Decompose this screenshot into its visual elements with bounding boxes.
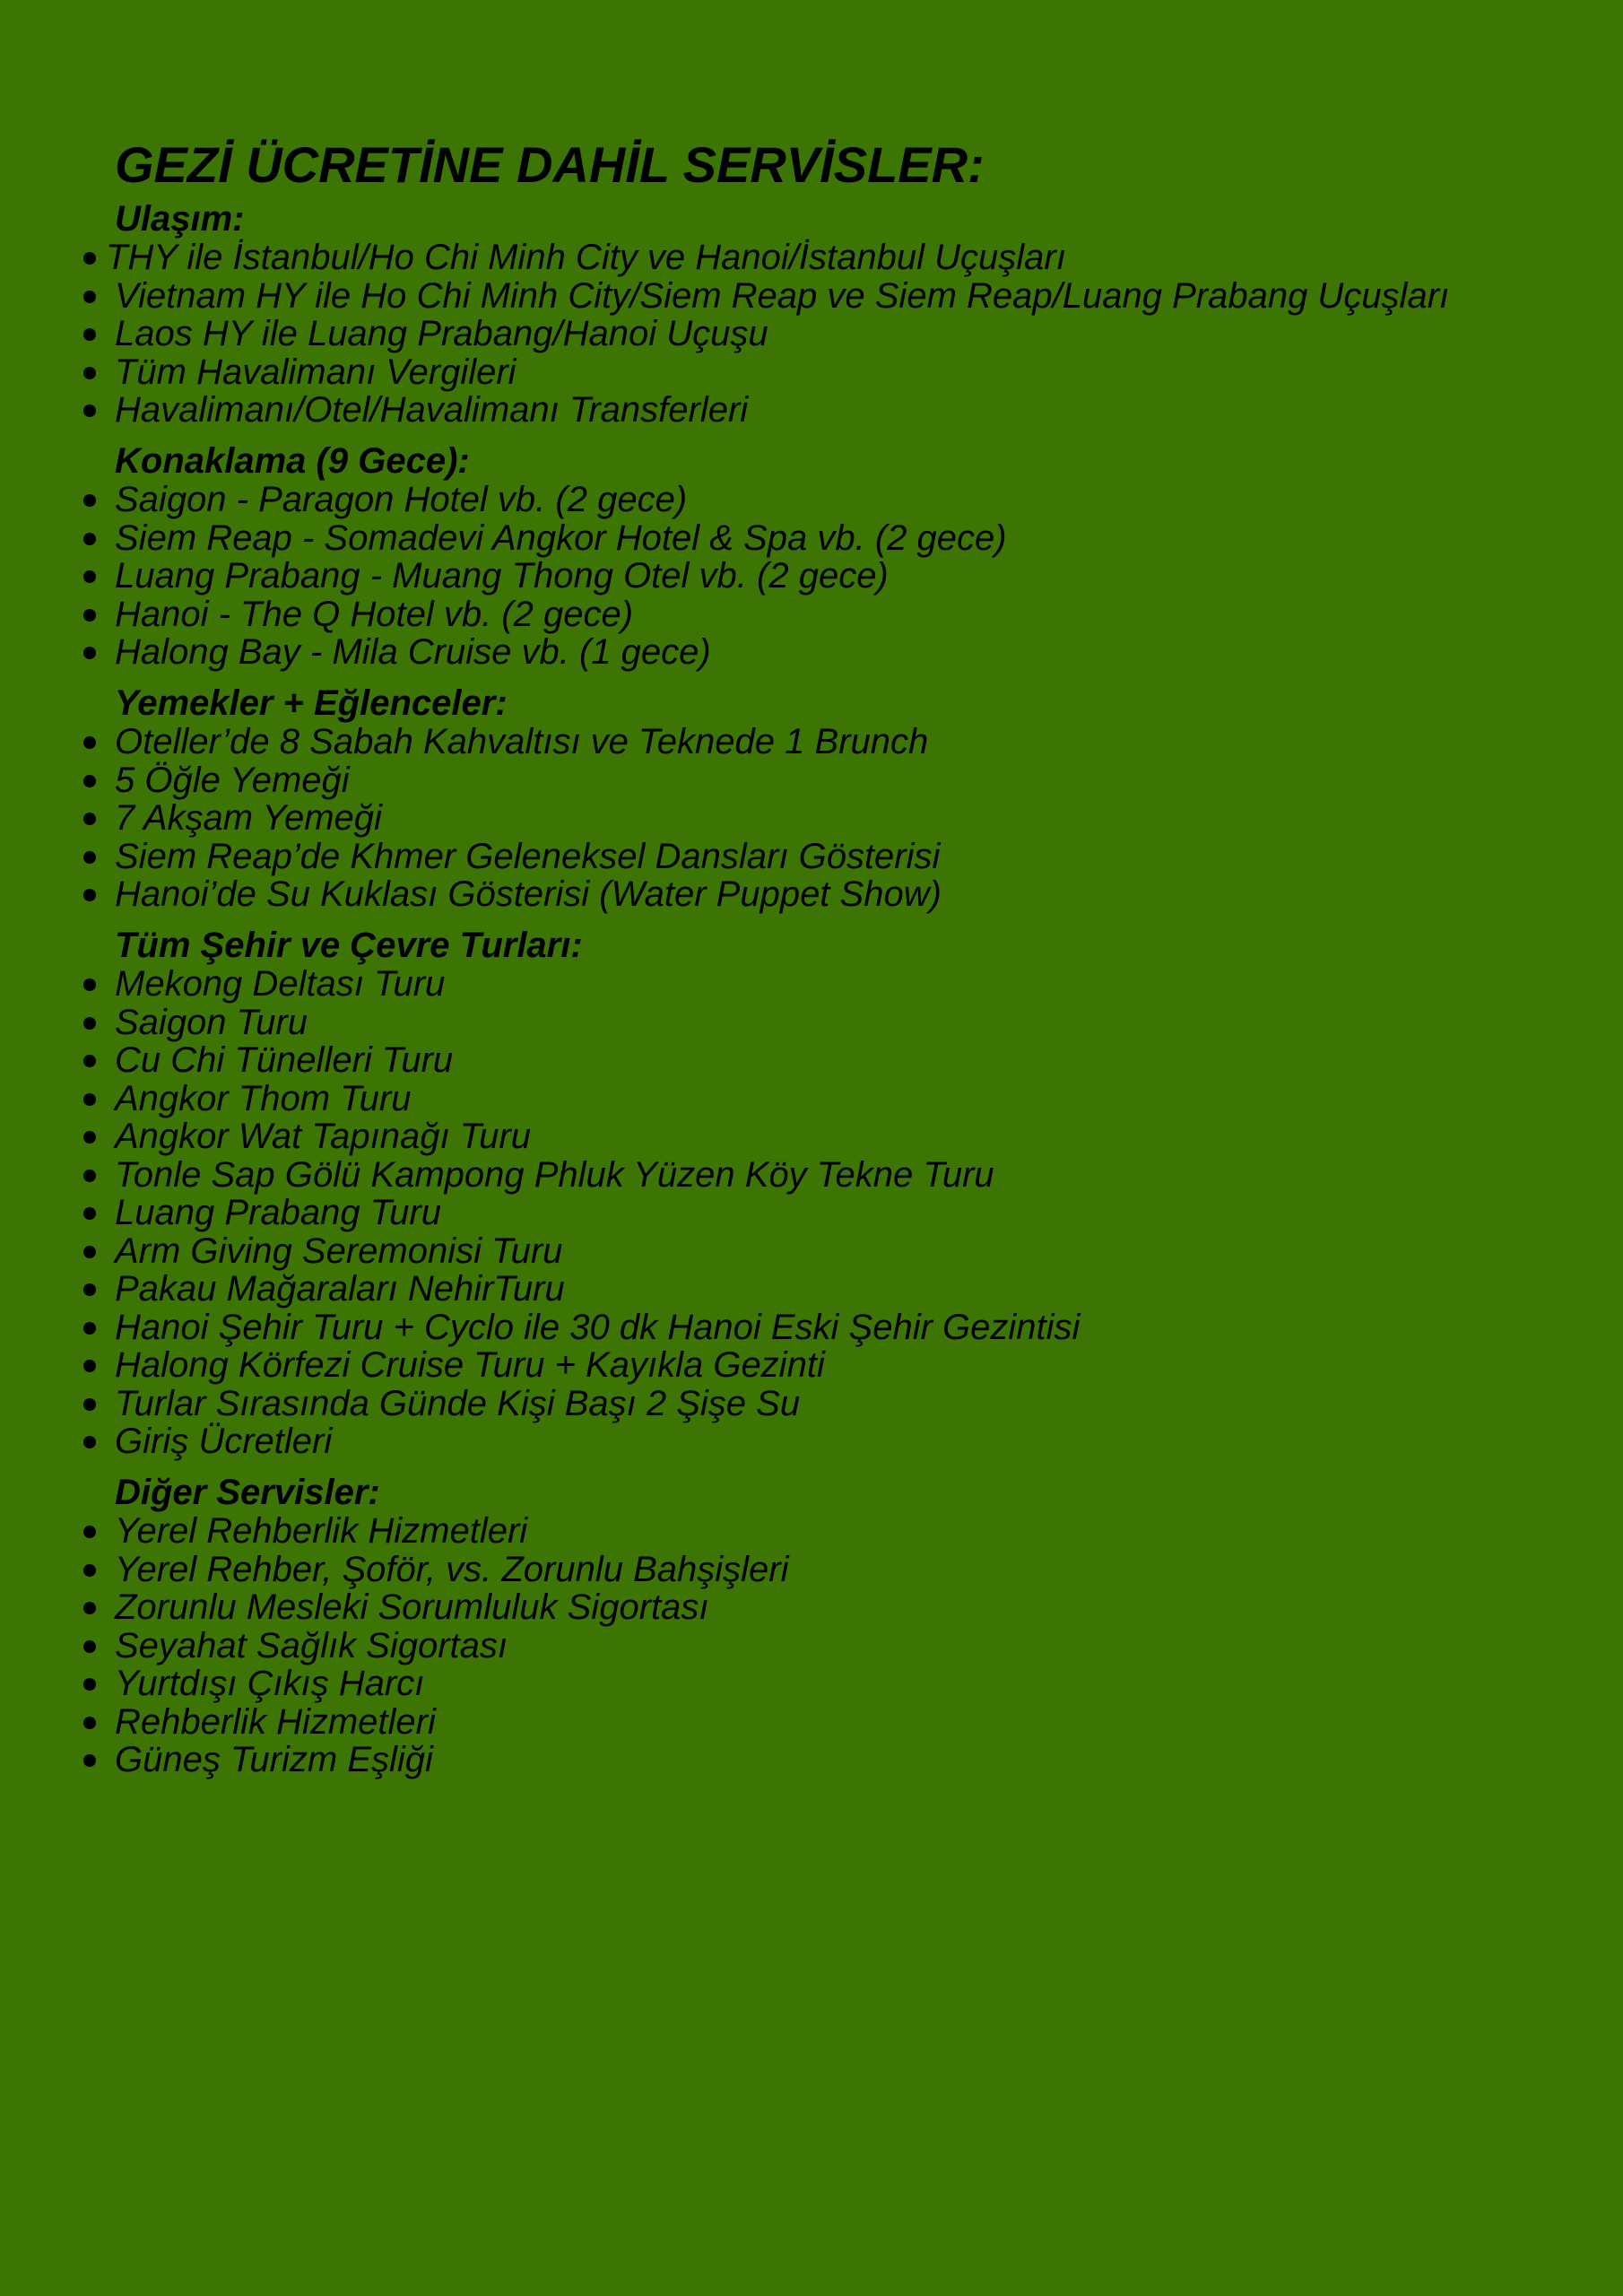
list-item [0, 965, 1623, 1004]
list-item [0, 633, 1623, 672]
list-item [0, 1422, 1623, 1461]
page-title: GEZİ ÜCRETİNE DAHİL SERVİSLER: [115, 136, 985, 193]
list-item [0, 1741, 1623, 1779]
bullet-icon [83, 1640, 96, 1653]
item-text: Saigon Turu [115, 1002, 308, 1042]
item-list [0, 1512, 1623, 1779]
list-item [0, 519, 1623, 558]
item-text: Güneş Turizm Eşliği [115, 1740, 433, 1779]
bullet-icon [83, 328, 96, 341]
bullet-icon [83, 1322, 96, 1335]
bullet-icon [83, 647, 96, 659]
item-list [0, 965, 1623, 1461]
section-heading: Konaklama (9 Gece): [115, 441, 470, 481]
list-item [0, 1588, 1623, 1627]
bullet-icon [83, 851, 96, 864]
section-transport [0, 199, 1623, 430]
bullet-icon [83, 252, 96, 265]
item-text: Halong Bay - Mila Cruise vb. (1 gece) [115, 632, 711, 672]
item-text: Hanoi Şehir Turu + Cyclo ile 30 dk Hanoi Eski Şehir Gezintisi [115, 1307, 1081, 1347]
bullet-icon [83, 1398, 96, 1411]
bullet-icon [83, 404, 96, 417]
item-text: THY ile İstanbul/Ho Chi Minh City ve Hanoi/İstanbul Uçuşları [106, 238, 1066, 277]
item-text: Saigon - Paragon Hotel vb. (2 gece) [115, 480, 688, 519]
item-text: 7 Akşam Yemeği [115, 798, 382, 838]
list-item [0, 1118, 1623, 1156]
bullet-icon [83, 1131, 96, 1144]
item-text: Luang Prabang Turu [115, 1193, 441, 1232]
list-item [0, 557, 1623, 596]
item-text: Tüm Havalimanı Vergileri [115, 352, 516, 392]
section-other-services [0, 1473, 1623, 1779]
section-tours [0, 926, 1623, 1461]
bullet-icon [83, 1602, 96, 1614]
bullet-icon [83, 1678, 96, 1691]
item-text: Hanoi’de Su Kuklası Gösterisi (Water Puppet Show) [115, 874, 942, 914]
item-text: Hanoi - The Q Hotel vb. (2 gece) [115, 594, 634, 634]
list-item [0, 1270, 1623, 1309]
list-item [0, 391, 1623, 430]
item-text: Angkor Wat Tapınağı Turu [115, 1117, 531, 1156]
item-text: 5 Öğle Yemeği [115, 760, 350, 800]
bullet-icon [83, 1717, 96, 1729]
item-text: Halong Körfezi Cruise Turu + Kayıkla Gezinti [115, 1345, 825, 1385]
bullet-icon [83, 1436, 96, 1448]
bullet-icon [83, 570, 96, 583]
bullet-icon [83, 1564, 96, 1577]
list-item [0, 1551, 1623, 1589]
bullet-icon [83, 291, 96, 303]
item-text: Oteller’de 8 Sabah Kahvaltısı ve Teknede 1 Brunch [115, 722, 929, 761]
bullet-icon [83, 736, 96, 749]
item-list [0, 723, 1623, 914]
item-text: Cu Chi Tünelleri Turu [115, 1040, 454, 1080]
list-item [0, 1080, 1623, 1118]
item-text: Yurtdışı Çıkış Harcı [115, 1664, 425, 1703]
item-text: Havalimanı/Otel/Havalimanı Transferleri [115, 390, 749, 430]
item-text: Mekong Deltası Turu [115, 964, 446, 1004]
list-item [0, 875, 1623, 914]
section-heading: Yemekler + Eğlenceler: [115, 683, 508, 723]
bullet-icon [83, 775, 96, 787]
list-item [0, 1309, 1623, 1347]
item-text: Zorunlu Mesleki Sorumluluk Sigortası [115, 1587, 709, 1627]
item-text: Siem Reap - Somadevi Angkor Hotel & Spa vb. (2 gece) [115, 517, 1007, 558]
list-item [0, 723, 1623, 761]
bullet-icon [83, 978, 96, 991]
bullet-icon [83, 1170, 96, 1182]
list-item [0, 761, 1623, 800]
item-text: Pakau Mağaraları NehirTuru [115, 1269, 565, 1309]
bullet-icon [83, 813, 96, 825]
list-item [0, 1004, 1623, 1042]
item-text: Tonle Sap Gölü Kampong Phluk Yüzen Köy Tekne Turu [115, 1154, 994, 1195]
bullet-icon [83, 1526, 96, 1538]
bullet-icon [83, 889, 96, 901]
item-text: Yerel Rehberlik Hizmetleri [115, 1511, 528, 1551]
list-item [0, 1703, 1623, 1742]
list-item [0, 799, 1623, 838]
list-item [0, 353, 1623, 392]
bullet-icon [83, 1360, 96, 1372]
bullet-icon [83, 1055, 96, 1067]
list-item [0, 1665, 1623, 1703]
section-meals [0, 683, 1623, 914]
list-item [0, 1385, 1623, 1423]
bullet-icon [83, 1246, 96, 1258]
item-text: Turlar Sırasında Günde Kişi Başı 2 Şişe Su [115, 1383, 801, 1423]
bullet-icon [83, 1017, 96, 1030]
bullet-icon [83, 1207, 96, 1220]
item-text: Arm Giving Seremonisi Turu [115, 1231, 563, 1271]
list-item [0, 1041, 1623, 1080]
section-heading: Diğer Servisler: [115, 1473, 380, 1512]
item-text: Luang Prabang - Muang Thong Otel vb. (2 gece) [115, 556, 889, 596]
item-text: Giriş Ücretleri [115, 1422, 333, 1461]
list-item [0, 315, 1623, 353]
item-list [0, 481, 1623, 672]
item-text: Angkor Thom Turu [115, 1078, 412, 1118]
section-heading: Tüm Şehir ve Çevre Turları: [115, 926, 583, 965]
list-item [0, 1156, 1623, 1195]
section-accommodation [0, 441, 1623, 672]
item-text: Seyahat Sağlık Sigortası [115, 1625, 508, 1665]
bullet-icon [83, 1283, 96, 1296]
list-item [0, 1512, 1623, 1551]
bullet-icon [83, 494, 96, 507]
list-item [0, 481, 1623, 519]
bullet-icon [83, 533, 96, 545]
bullet-icon [83, 609, 96, 622]
list-item [0, 1627, 1623, 1665]
item-text: Rehberlik Hizmetleri [115, 1701, 436, 1742]
list-item [0, 596, 1623, 634]
bullet-icon [83, 1754, 96, 1767]
list-item [0, 277, 1623, 316]
section-heading: Ulaşım: [115, 199, 245, 239]
list-item [0, 1346, 1623, 1385]
list-item [0, 1194, 1623, 1232]
item-text: Laos HY ile Luang Prabang/Hanoi Uçuşu [115, 314, 768, 353]
item-text: Yerel Rehber, Şoför, vs. Zorunlu Bahşişleri [115, 1549, 789, 1589]
bullet-icon [83, 367, 96, 379]
item-list [0, 239, 1623, 430]
list-item [0, 838, 1623, 876]
bullet-icon [83, 1093, 96, 1106]
item-text: Siem Reap’de Khmer Geleneksel Dansları Gösterisi [115, 836, 941, 876]
list-item [0, 239, 1623, 277]
item-text: Vietnam HY ile Ho Chi Minh City/Siem Reap ve Siem Reap/Luang Prabang Uçuşları [115, 275, 1450, 316]
list-item [0, 1232, 1623, 1271]
